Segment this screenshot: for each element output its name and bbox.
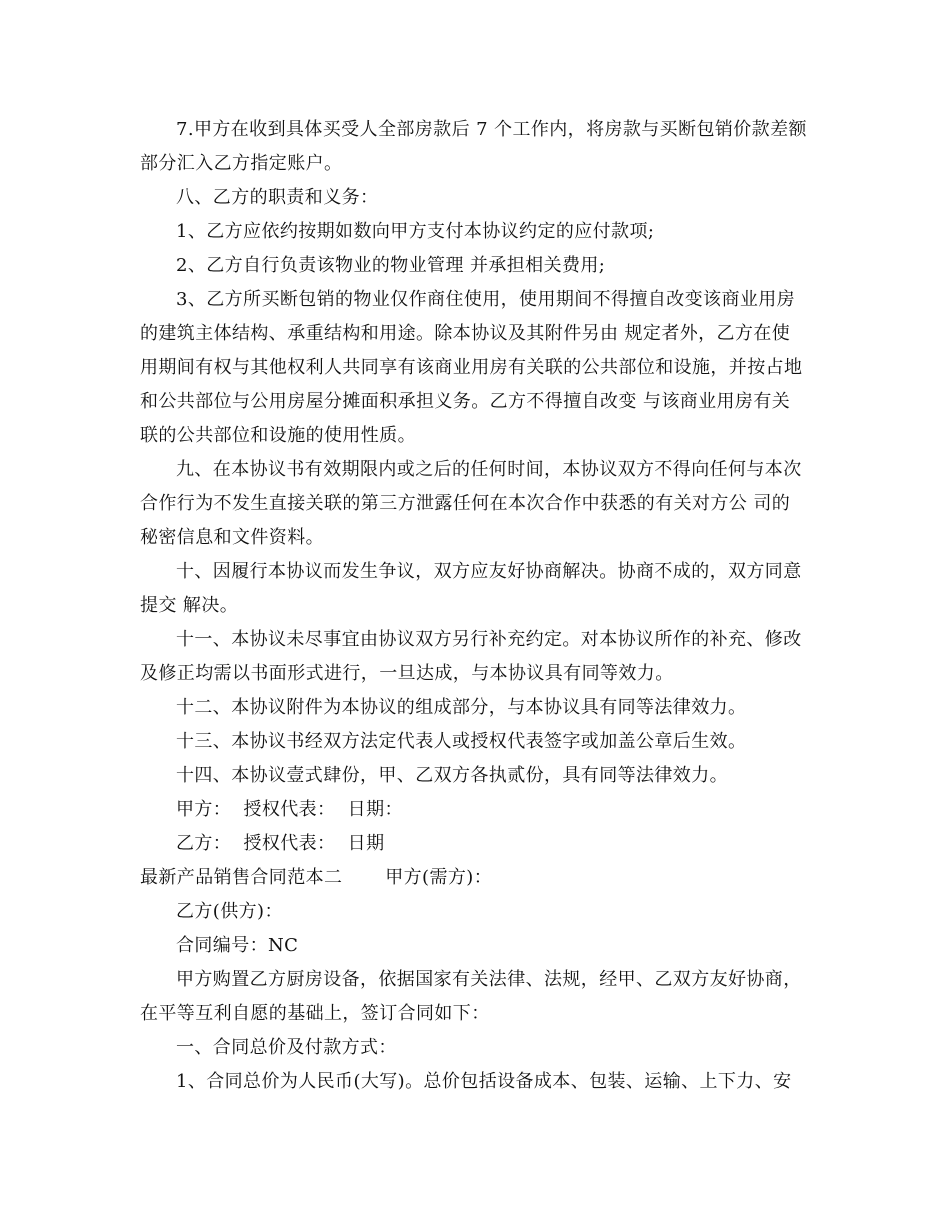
paragraph-line: 及修正均需以书面形式进行，一旦达成，与本协议具有同等效力。 — [140, 663, 674, 684]
paragraph-line: 十二、本协议附件为本协议的组成部分，与本协议具有同等法律效力。 — [176, 697, 747, 718]
paragraph-line: 十四、本协议壹式肆份，甲、乙双方各执贰份，具有同等法律效力。 — [176, 765, 728, 786]
section-heading: 一、合同总价及付款方式： — [176, 1037, 397, 1058]
contract-number: 合同编号：NC — [176, 935, 299, 956]
paragraph-line: 和公共部位与公用房屋分摊面积承担义务。乙方不得擅自改变 与该商业用房有关 — [140, 391, 791, 412]
paragraph-line: 2、乙方自行负责该物业的物业管理 并承担相关费用; — [176, 255, 606, 276]
paragraph-line: 的建筑主体结构、承重结构和用途。除本协议及其附件另由 规定者外，乙方在使 — [140, 323, 791, 344]
paragraph-line: 7.甲方在收到具体买受人全部房款后 7 个工作内，将房款与买断包销价款差额 — [176, 119, 807, 140]
paragraph-line: 秘密信息和文件资料。 — [140, 527, 324, 548]
signature-line-party-a: 甲方： 授权代表： 日期： — [176, 799, 403, 820]
paragraph-line: 提交 解决。 — [140, 595, 239, 616]
paragraph-line: 在平等互利自愿的基础上，签订合同如下： — [140, 1003, 490, 1024]
paragraph-line: 十、因履行本协议而发生争议，双方应友好协商解决。协商不成的，双方同意 — [176, 561, 802, 582]
paragraph-line: 联的公共部位和设施的使用性质。 — [140, 425, 416, 446]
paragraph-line: 甲方购置乙方厨房设备，依据国家有关法律、法规，经甲、乙双方友好协商， — [176, 969, 802, 990]
paragraph-line: 部分汇入乙方指定账户。 — [140, 153, 343, 174]
paragraph-line: 3、乙方所买断包销的物业仅作商住使用，使用期间不得擅自改变该商业用房 — [176, 289, 796, 310]
signature-line-party-b: 乙方： 授权代表： 日期 — [176, 833, 385, 854]
paragraph-line: 用期间有权与其他权利人共同享有该商业用房有关联的公共部位和设施，并按占地 — [140, 357, 803, 378]
paragraph-line: 1、乙方应依约按期如数向甲方支付本协议约定的应付款项; — [176, 221, 655, 242]
paragraph-line: 合作行为不发生直接关联的第三方泄露任何在本次合作中获悉的有关对方公 司的 — [140, 493, 791, 514]
section-heading: 八、乙方的职责和义务： — [176, 187, 379, 208]
contract-title: 最新产品销售合同范本二 甲方(需方)： — [140, 867, 493, 888]
paragraph-line: 1、合同总价为人民币(大写)。总价包括设备成本、包装、运输、上下力、安 — [176, 1071, 792, 1092]
paragraph-line: 九、在本协议书有效期限内或之后的任何时间，本协议双方不得向任何与本次 — [176, 459, 802, 480]
paragraph-line: 十三、本协议书经双方法定代表人或授权代表签字或加盖公章后生效。 — [176, 731, 747, 752]
party-b-line: 乙方(供方)： — [176, 901, 283, 922]
paragraph-line: 十一、本协议未尽事宜由协议双方另行补充约定。对本协议所作的补充、修改 — [176, 629, 802, 650]
